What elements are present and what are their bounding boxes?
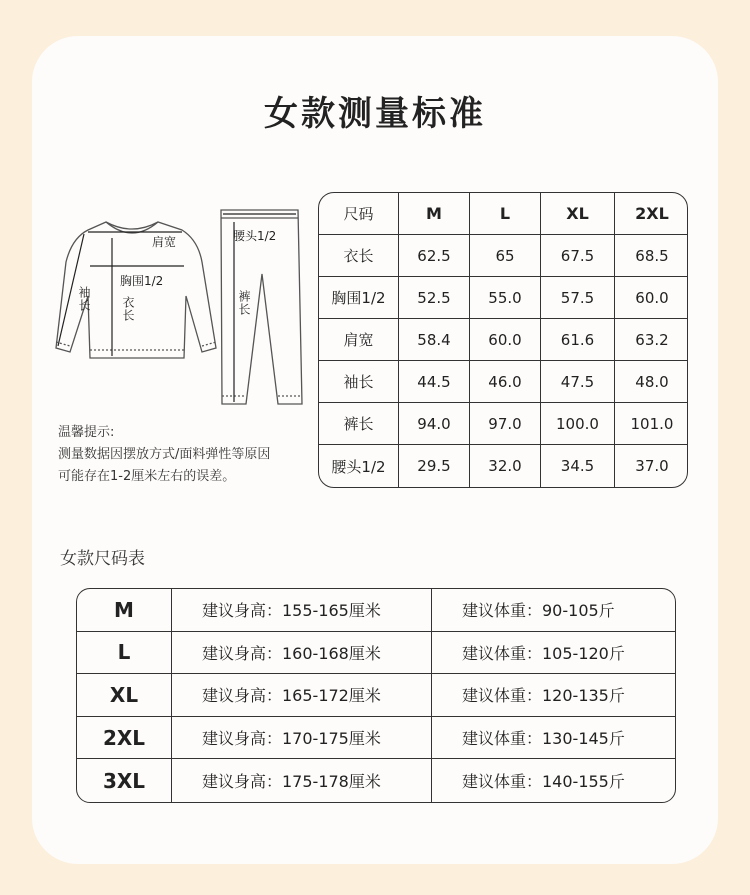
table-cell: 57.5 (541, 277, 615, 319)
pants-length-label: 裤长 (237, 290, 251, 316)
table-cell: 94.0 (399, 403, 470, 445)
row-label: 衣长 (319, 235, 399, 277)
measurement-table (318, 192, 688, 488)
weight-cell: 建议体重：120-135斤 (432, 674, 676, 717)
row-label: 腰头1/2 (319, 445, 399, 487)
table-header-size: 2XL (615, 193, 688, 235)
row-label: 袖长 (319, 361, 399, 403)
notice-line: 可能存在1-2厘米左右的误差。 (58, 469, 236, 484)
table-cell: 34.5 (541, 445, 615, 487)
table-cell: 58.4 (399, 319, 470, 361)
waist-label: 腰头1/2 (233, 229, 277, 243)
table-cell: 60.0 (470, 319, 541, 361)
table-cell: 52.5 (399, 277, 470, 319)
weight-cell: 建议体重：90-105斤 (432, 589, 676, 632)
size-cell: 3XL (77, 759, 172, 802)
height-cell: 建议身高：165-172厘米 (172, 674, 432, 717)
table-header-corner: 尺码 (319, 193, 399, 235)
table-header-size: L (470, 193, 541, 235)
shirt-collar (106, 222, 158, 233)
table-cell: 63.2 (615, 319, 688, 361)
measurement-notice (58, 422, 320, 488)
table-cell: 100.0 (541, 403, 615, 445)
table-header-size: XL (541, 193, 615, 235)
weight-cell: 建议体重：105-120斤 (432, 632, 676, 675)
height-cell: 建议身高：160-168厘米 (172, 632, 432, 675)
garment-illustration (40, 200, 315, 415)
table-cell: 67.5 (541, 235, 615, 277)
table-cell: 101.0 (615, 403, 688, 445)
notice-heading: 温馨提示: (58, 425, 115, 440)
size-cell: XL (77, 674, 172, 717)
size-cell: L (77, 632, 172, 675)
notice-line: 测量数据因摆放方式/面料弹性等原因 (58, 447, 271, 462)
height-cell: 建议身高：170-175厘米 (172, 717, 432, 760)
table-cell: 68.5 (615, 235, 688, 277)
body-length-label: 衣长 (121, 296, 135, 322)
row-label: 胸围1/2 (319, 277, 399, 319)
table-cell: 32.0 (470, 445, 541, 487)
shoulder-label: 肩宽 (152, 235, 177, 249)
table-cell: 46.0 (470, 361, 541, 403)
chest-label: 胸围1/2 (120, 274, 164, 288)
table-cell: 37.0 (635, 457, 669, 475)
weight-cell: 建议体重：140-155斤 (462, 772, 625, 792)
size-chart-title: 女款尺码表 (60, 549, 145, 569)
row-label: 肩宽 (319, 319, 399, 361)
table-header-size: M (399, 193, 470, 235)
weight-cell: 建议体重：130-145斤 (432, 717, 676, 760)
height-cell: 建议身高：155-165厘米 (172, 589, 432, 632)
table-cell: 62.5 (399, 235, 470, 277)
table-cell: 48.0 (615, 361, 688, 403)
size-cell: M (77, 589, 172, 632)
row-label: 裤长 (319, 403, 399, 445)
table-cell: 47.5 (541, 361, 615, 403)
size-cell: 2XL (77, 717, 172, 760)
table-cell: 97.0 (470, 403, 541, 445)
table-cell: 61.6 (541, 319, 615, 361)
height-cell: 建议身高：175-178厘米 (172, 759, 432, 802)
table-cell: 55.0 (470, 277, 541, 319)
sleeve-label: 袖长 (77, 286, 91, 312)
size-chart-table (76, 588, 676, 803)
table-cell: 44.5 (399, 361, 470, 403)
table-cell: 65 (470, 235, 541, 277)
table-cell: 29.5 (399, 445, 470, 487)
page-title: 女款测量标准 (264, 94, 486, 134)
table-cell: 60.0 (615, 277, 688, 319)
